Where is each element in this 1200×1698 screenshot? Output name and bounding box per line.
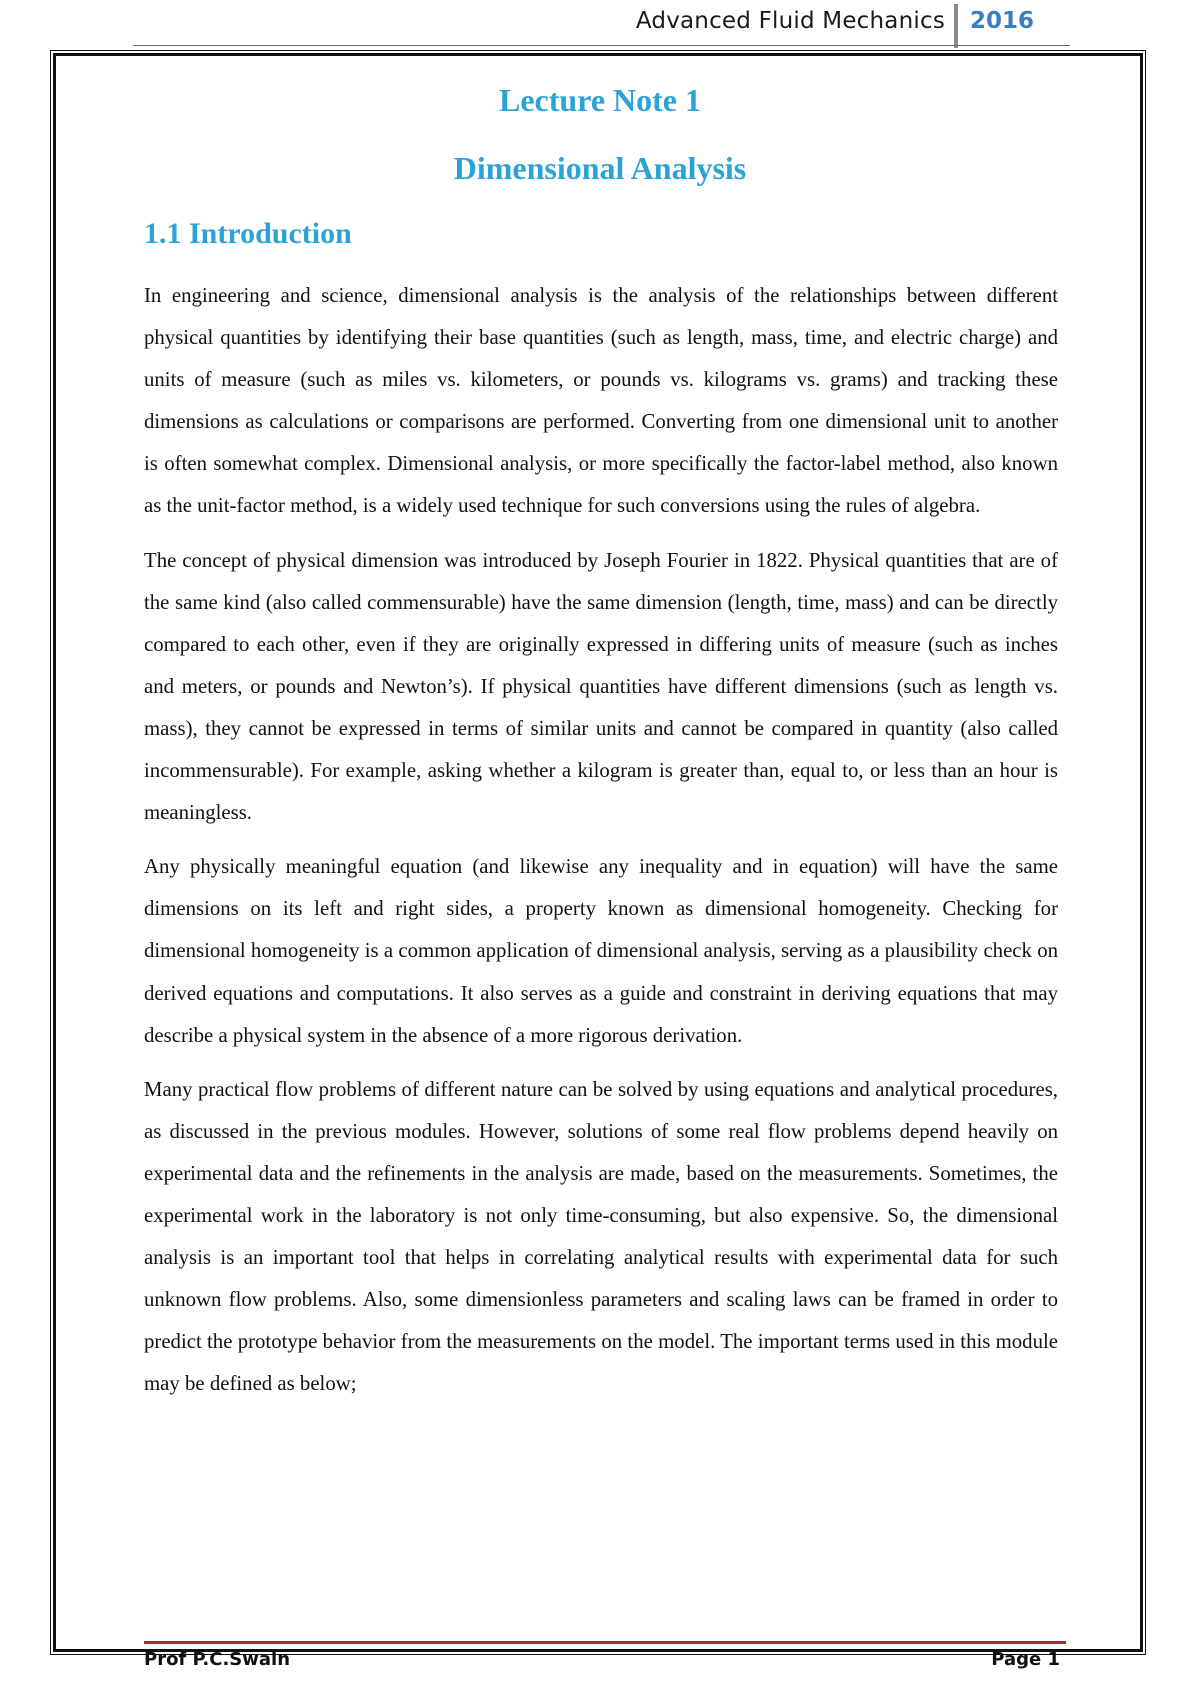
page-number: Page 1 — [991, 1649, 1060, 1670]
lecture-title: Lecture Note 1 — [499, 82, 701, 118]
header-separator — [954, 4, 958, 48]
footer-rule — [144, 1641, 1066, 1644]
section-heading: 1.1 Introduction — [144, 217, 352, 250]
paragraph: Many practical flow problems of different nature can be solved by using equations and analytical procedures, as discussed in the previous modules. However, solutions of some real flow problems depend heavily on experimental data and the refinements in the analysis are made, based on the measurements. Sometimes, the experimental work in the laboratory is not only time-consuming, but also expensive. So, the dimensional analysis is an important tool that helps in correlating analytical results with experimental data for such unknown flow problems. Also, some dimensionless parameters and scaling laws can be framed in order to predict the prototype behavior from the measurements on the model. The important terms used in this module may be defined as below; — [144, 1077, 1058, 1396]
header-rule — [133, 45, 1070, 46]
lecture-subtitle: Dimensional Analysis — [453, 150, 747, 186]
footer-author: Prof P.C.Swain — [144, 1649, 291, 1670]
body-text — [144, 275, 1058, 1417]
paragraph: The concept of physical dimension was introduced by Joseph Fourier in 1822. Physical quantities that are of the same kind (also called commensurable) have the same dimension (length, time, mass) and can be directly compared to each other, even if they are originally expressed in differing units of measure (such as inches and meters, or pounds and Newton’s). If physical quantities have different dimensions (such as length vs. mass), they cannot be expressed in terms of similar units and cannot be compared in quantity (also called incommensurable). For example, asking whether a kilogram is greater than, equal to, or less than an hour is meaningless. — [144, 548, 1058, 825]
header-title: Advanced Fluid Mechanics — [635, 8, 945, 34]
paragraph: Any physically meaningful equation (and likewise any inequality and in equation) will have the same dimensions on its left and right sides, a property known as dimensional homogeneity. Checking for dimensional homogeneity is a common application of dimensional analysis, serving as a plausibility check on derived equations and computations. It also serves as a guide and constraint in deriving equations that may describe a physical system in the absence of a more rigorous derivation. — [144, 855, 1058, 1047]
header-year: 2016 — [970, 8, 1035, 34]
paragraph: In engineering and science, dimensional analysis is the analysis of the relationships between different physical quantities by identifying their base quantities (such as length, mass, time, and electric charge) and units of measure (such as miles vs. kilometers, or pounds vs. kilograms vs. grams) and tracking these dimensions as calculations or comparisons are performed. Converting from one dimensional unit to another is often somewhat complex. Dimensional analysis, or more specifically the factor-label method, also known as the unit-factor method, is a widely used technique for such conversions using the rules of algebra. — [144, 284, 1058, 518]
